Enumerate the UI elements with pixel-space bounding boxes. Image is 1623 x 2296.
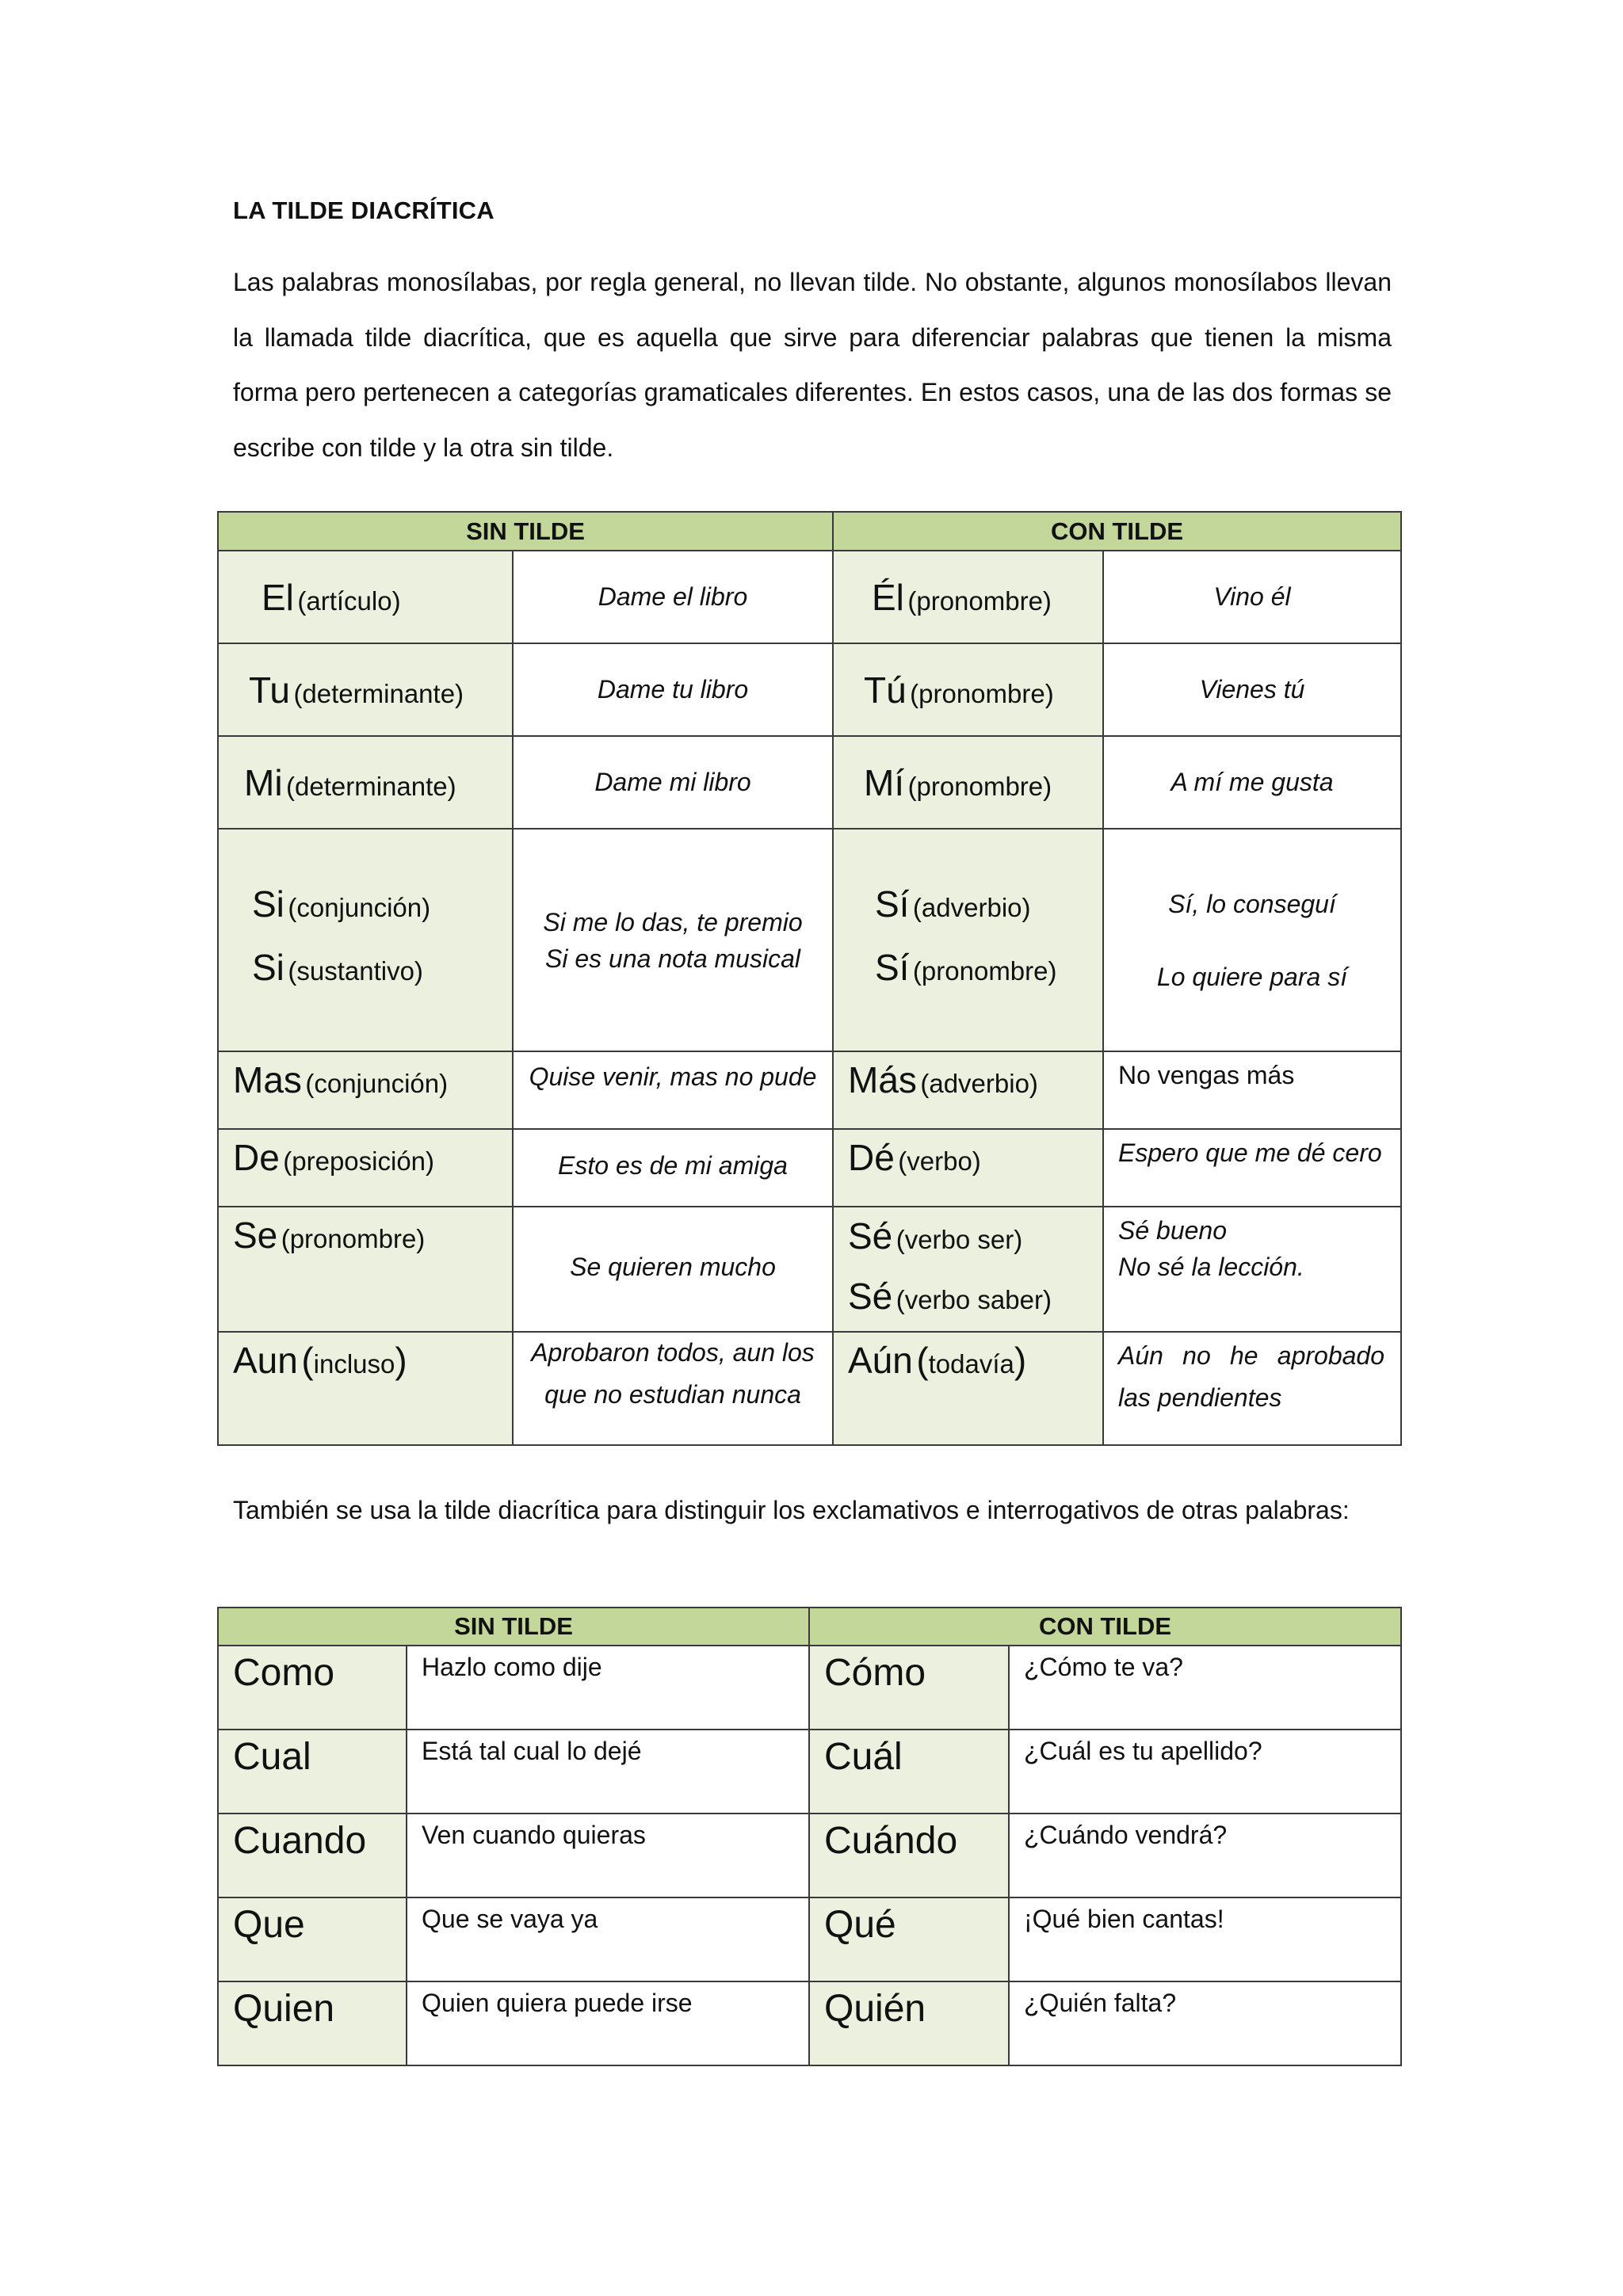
example-con: ¿Cuál es tu apellido? — [1009, 1730, 1401, 1814]
example-cell — [513, 829, 833, 1051]
word-cell — [218, 1332, 513, 1445]
word-con: Quién — [809, 1981, 1009, 2065]
category: (sustantivo) — [288, 955, 423, 986]
table-row — [218, 736, 1401, 829]
category: (conjunción) — [288, 892, 431, 922]
word-con: Sí — [875, 883, 910, 925]
word-con: Sé — [848, 1215, 893, 1257]
category: (determinante) — [293, 678, 464, 708]
example-sin: Hazlo como dije — [407, 1646, 809, 1730]
header-con-tilde: CON TILDE — [833, 512, 1401, 551]
word-con: Cuándo — [809, 1814, 1009, 1897]
word-sin: De — [233, 1137, 280, 1178]
example-con: Vienes tú — [1199, 675, 1305, 704]
word-con: Qué — [809, 1897, 1009, 1981]
category: (conjunción) — [305, 1069, 449, 1098]
example-cell — [1103, 1332, 1401, 1445]
word-sin: Se — [233, 1215, 278, 1256]
table-row — [218, 1814, 1401, 1897]
header-sin-tilde: SIN TILDE — [218, 512, 833, 551]
word-con: Sí — [875, 946, 910, 988]
category: (verbo saber) — [896, 1285, 1052, 1314]
word-cell — [218, 829, 513, 1051]
example-sin: Si me lo das, te premio — [543, 907, 803, 936]
word-con: Más — [848, 1059, 917, 1100]
example-cell — [1103, 1129, 1401, 1207]
word-cell — [833, 736, 1103, 829]
table-row — [218, 1332, 1401, 1445]
header-con-tilde: CON TILDE — [809, 1608, 1401, 1646]
example-con: ¿Cuándo vendrá? — [1009, 1814, 1401, 1897]
category: (pronombre) — [907, 585, 1052, 616]
example-cell — [513, 551, 833, 643]
example-con: ¿Cómo te va? — [1009, 1646, 1401, 1730]
word-sin: Mi — [244, 761, 283, 803]
category: (pronombre) — [912, 955, 1057, 986]
category: (pronombre) — [907, 771, 1052, 801]
word-con: Mí — [864, 761, 905, 803]
word-cell — [218, 1207, 513, 1332]
example-sin: Está tal cual lo dejé — [407, 1730, 809, 1814]
example-sin: Quise venir, mas no pude — [529, 1062, 817, 1091]
example-cell — [1103, 1207, 1401, 1332]
example-cell — [1103, 643, 1401, 736]
example-con: Sé bueno — [1118, 1216, 1228, 1245]
header-sin-tilde: SIN TILDE — [218, 1608, 809, 1646]
example-sin: Aprobaron todos, aun los que no estudian nunca — [531, 1338, 815, 1409]
word-sin: Quien — [218, 1981, 407, 2065]
example-sin: Dame el libro — [598, 582, 748, 611]
example-con: Espero que me dé cero — [1118, 1138, 1382, 1167]
diacritic-table-interrogatives — [217, 1607, 1402, 2066]
word-con: Él — [872, 576, 904, 618]
table-row — [218, 1051, 1401, 1129]
category: todavía — [928, 1349, 1014, 1379]
category: (preposición) — [283, 1146, 435, 1176]
example-sin: Ven cuando quieras — [407, 1814, 809, 1897]
intro-paragraph: Las palabras monosílabas, por regla general, no llevan tilde. No obstante, algunos monosílabos llevan la llamada tilde diacrítica, que es aquella que sirve para diferenciar palabras que tienen la misma forma pero pertenecen a categorías gramaticales diferentes. En estos casos, una de las dos formas se escribe con tilde y la otra sin tilde. — [233, 268, 1392, 462]
example-sin: Que se vaya ya — [407, 1897, 809, 1981]
table-row — [218, 1129, 1401, 1207]
example-con: No sé la lección. — [1118, 1253, 1304, 1281]
example-cell — [513, 1051, 833, 1129]
example-con: Sí, lo conseguí — [1168, 889, 1336, 918]
word-con: Cómo — [809, 1646, 1009, 1730]
example-sin: Se quieren mucho — [570, 1252, 776, 1281]
word-sin: Mas — [233, 1059, 302, 1100]
word-cell — [218, 551, 513, 643]
word-cell — [218, 1051, 513, 1129]
category: incluso — [313, 1349, 395, 1379]
table-row — [218, 1897, 1401, 1981]
word-cell — [218, 643, 513, 736]
word-sin: Cuando — [218, 1814, 407, 1897]
table-row — [218, 1646, 1401, 1730]
word-sin: Cual — [218, 1730, 407, 1814]
paren-close: ) — [395, 1340, 407, 1381]
table-row — [218, 1207, 1401, 1332]
word-cell — [218, 736, 513, 829]
word-con: Aún — [848, 1340, 913, 1381]
category: (pronombre) — [281, 1224, 426, 1253]
example-sin: Esto es de mi amiga — [558, 1150, 788, 1180]
example-sin: Si es una nota musical — [545, 944, 800, 973]
word-sin: Aun — [233, 1340, 298, 1381]
word-cell — [833, 1129, 1103, 1207]
example-cell — [513, 1332, 833, 1445]
example-con: Aún no he aprobado las pendientes — [1118, 1341, 1384, 1412]
word-con: Dé — [848, 1137, 895, 1178]
category: (adverbio) — [920, 1069, 1038, 1098]
intro-paragraph-2: También se usa la tilde diacrítica para distinguir los exclamativos e interrogativos de otras palabras: — [233, 1496, 1350, 1524]
table-row — [218, 551, 1401, 643]
category: (pronombre) — [910, 678, 1054, 708]
example-sin: Quien quiera puede irse — [407, 1981, 809, 2065]
table-row — [218, 829, 1401, 1051]
word-sin: Que — [218, 1897, 407, 1981]
example-cell — [513, 1129, 833, 1207]
example-con: Vino él — [1213, 582, 1291, 611]
example-cell — [513, 736, 833, 829]
example-con: Lo quiere para sí — [1156, 962, 1348, 991]
word-sin: Si — [252, 883, 285, 925]
paren-open: ( — [301, 1340, 314, 1381]
example-cell — [513, 643, 833, 736]
paren-open: ( — [916, 1340, 929, 1381]
word-sin: El — [262, 576, 294, 618]
category: (determinante) — [286, 771, 456, 801]
word-con: Tú — [864, 669, 907, 711]
paren-close: ) — [1014, 1340, 1027, 1381]
word-cell — [833, 551, 1103, 643]
word-cell — [833, 1051, 1103, 1129]
example-con: No vengas más — [1118, 1061, 1295, 1089]
word-con: Sé — [848, 1276, 893, 1317]
word-cell — [833, 643, 1103, 736]
word-cell — [833, 1207, 1103, 1332]
example-sin: Dame tu libro — [597, 675, 749, 704]
example-con: A mí me gusta — [1170, 768, 1334, 796]
category: (verbo ser) — [896, 1225, 1023, 1254]
example-cell — [513, 1207, 833, 1332]
table-row — [218, 1981, 1401, 2065]
example-cell — [1103, 829, 1401, 1051]
example-cell — [1103, 736, 1401, 829]
word-cell — [833, 829, 1103, 1051]
word-con: Cuál — [809, 1730, 1009, 1814]
example-cell — [1103, 551, 1401, 643]
diacritic-table-monosyllables — [217, 511, 1402, 1446]
word-cell — [833, 1332, 1103, 1445]
word-sin: Si — [252, 946, 285, 988]
word-sin: Como — [218, 1646, 407, 1730]
example-sin: Dame mi libro — [594, 768, 751, 796]
word-cell — [218, 1129, 513, 1207]
table-row — [218, 643, 1401, 736]
document-title: LA TILDE DIACRÍTICA — [233, 196, 495, 224]
category: (artículo) — [297, 585, 401, 616]
category: (verbo) — [898, 1146, 981, 1176]
example-cell — [1103, 1051, 1401, 1129]
word-sin: Tu — [249, 669, 290, 711]
example-con: ¡Qué bien cantas! — [1009, 1897, 1401, 1981]
example-con: ¿Quién falta? — [1009, 1981, 1401, 2065]
table-row — [218, 1730, 1401, 1814]
category: (adverbio) — [912, 892, 1031, 922]
